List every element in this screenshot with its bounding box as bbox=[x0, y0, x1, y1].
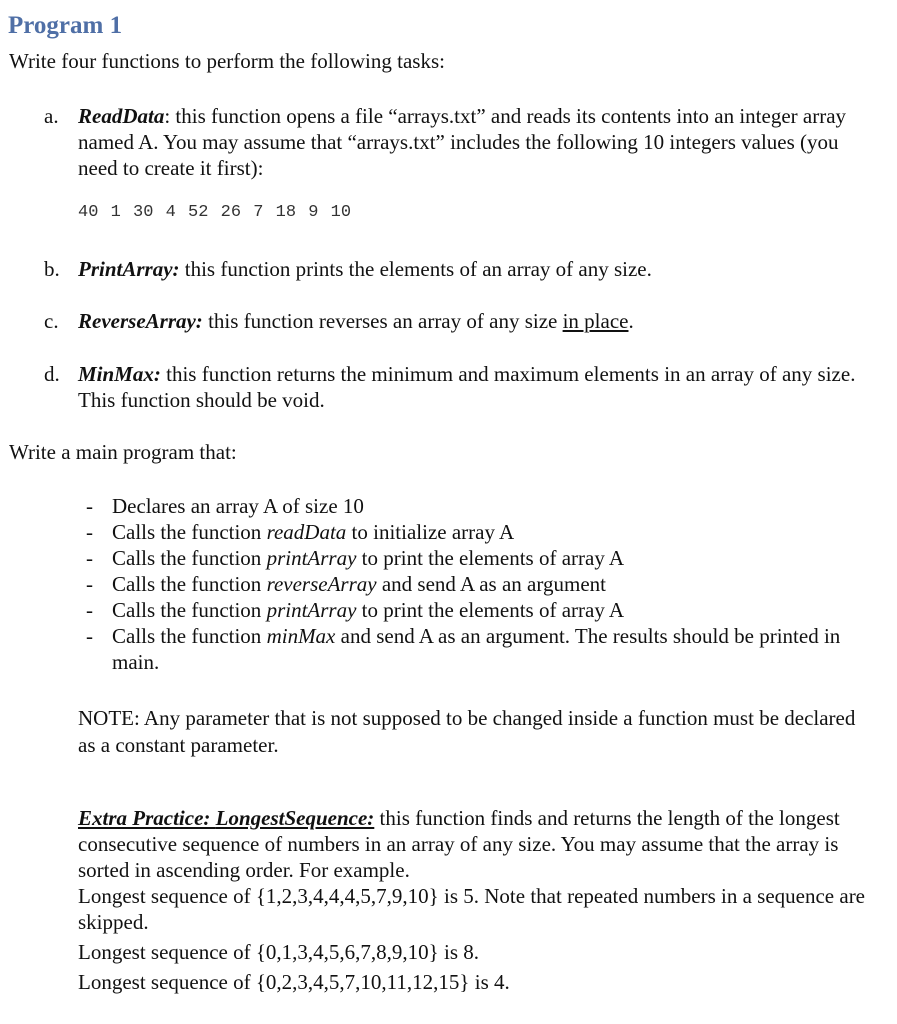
extra-description-block bbox=[78, 805, 878, 883]
list-item bbox=[86, 571, 876, 597]
function-ref: minMax bbox=[266, 624, 336, 648]
task-marker: c. bbox=[44, 309, 59, 333]
note-paragraph: NOTE: Any parameter that is not supposed to be changed inside a function must be declared as a constant parameter. bbox=[78, 706, 856, 757]
main-program-heading: Write a main program that: bbox=[9, 440, 237, 464]
step-text-after: and send A as an argument. The results should be printed in main. bbox=[112, 624, 841, 674]
function-name: PrintArray: bbox=[78, 257, 180, 281]
step-text: Calls the function bbox=[112, 572, 267, 596]
step-text-after: to print the elements of array A bbox=[356, 598, 625, 622]
example-line: Longest sequence of {0,2,3,4,5,7,10,11,12,15} is 4. bbox=[78, 970, 510, 994]
bullet-dash: - bbox=[86, 494, 93, 518]
step-text: Calls the function bbox=[112, 520, 267, 544]
function-name: ReverseArray: bbox=[78, 309, 203, 333]
list-item bbox=[86, 519, 876, 545]
list-item bbox=[86, 623, 876, 675]
task-description: this function reverses an array of any size bbox=[202, 309, 563, 333]
task-marker: d. bbox=[44, 362, 60, 386]
task-description: this function returns the minimum and maximum elements in an array of any size. This function should be void. bbox=[78, 362, 856, 412]
task-description: this function opens a file “arrays.txt” and reads its contents into an integer array named A. You may assume that “arrays.txt” includes the following 10 integers values (you need to create it first): bbox=[78, 104, 847, 180]
step-text-after: and send A as an argument bbox=[376, 572, 606, 596]
extra-practice-section bbox=[78, 805, 878, 995]
step-text: Calls the function bbox=[112, 624, 267, 648]
list-item bbox=[86, 493, 876, 519]
task-body bbox=[78, 103, 878, 181]
function-name: LongestSequence: bbox=[215, 806, 375, 830]
task-description: this function prints the elements of an array of any size. bbox=[179, 257, 652, 281]
underlined-phrase: in place bbox=[562, 309, 629, 333]
extra-practice-label: Extra Practice: bbox=[78, 806, 216, 830]
function-ref: reverseArray bbox=[266, 572, 377, 596]
list-item bbox=[86, 597, 876, 623]
task-body bbox=[78, 361, 878, 413]
task-body bbox=[78, 256, 878, 282]
function-name: MinMax: bbox=[78, 362, 161, 386]
intro-text: Write four functions to perform the following tasks: bbox=[9, 49, 445, 73]
step-text-after: to initialize array A bbox=[346, 520, 515, 544]
example-line: Longest sequence of {0,1,3,4,5,6,7,8,9,10} is 8. bbox=[78, 940, 480, 964]
function-name-colon: : bbox=[164, 104, 171, 128]
bullet-dash: - bbox=[86, 520, 93, 544]
file-values: 40 1 30 4 52 26 7 18 9 10 bbox=[78, 203, 352, 222]
step-text: Calls the function bbox=[112, 598, 267, 622]
function-ref: printArray bbox=[266, 546, 357, 570]
task-body bbox=[78, 308, 878, 334]
example-line: Longest sequence of {1,2,3,4,4,4,5,7,9,10} is 5. Note that repeated numbers in a sequence are skipped. bbox=[78, 884, 866, 934]
step-text: Calls the function bbox=[112, 546, 267, 570]
task-marker: a. bbox=[44, 104, 59, 128]
main-steps-list bbox=[86, 493, 876, 675]
step-text-after: to print the elements of array A bbox=[356, 546, 625, 570]
bullet-dash: - bbox=[86, 624, 93, 648]
extra-description: this function finds and returns the length of the longest consecutive sequence of numbers in an array of any size. You may assume that the array is sorted in ascending order. For example. bbox=[78, 806, 840, 882]
task-marker: b. bbox=[44, 257, 60, 281]
step-text: Declares an array A of size 10 bbox=[112, 494, 364, 518]
function-ref: readData bbox=[266, 520, 347, 544]
bullet-dash: - bbox=[86, 572, 93, 596]
bullet-dash: - bbox=[86, 546, 93, 570]
program-title: Program 1 bbox=[8, 12, 123, 39]
list-item bbox=[86, 545, 876, 571]
function-name: ReadData bbox=[78, 104, 165, 128]
task-description-end: . bbox=[628, 309, 634, 333]
bullet-dash: - bbox=[86, 598, 93, 622]
function-ref: printArray bbox=[266, 598, 357, 622]
